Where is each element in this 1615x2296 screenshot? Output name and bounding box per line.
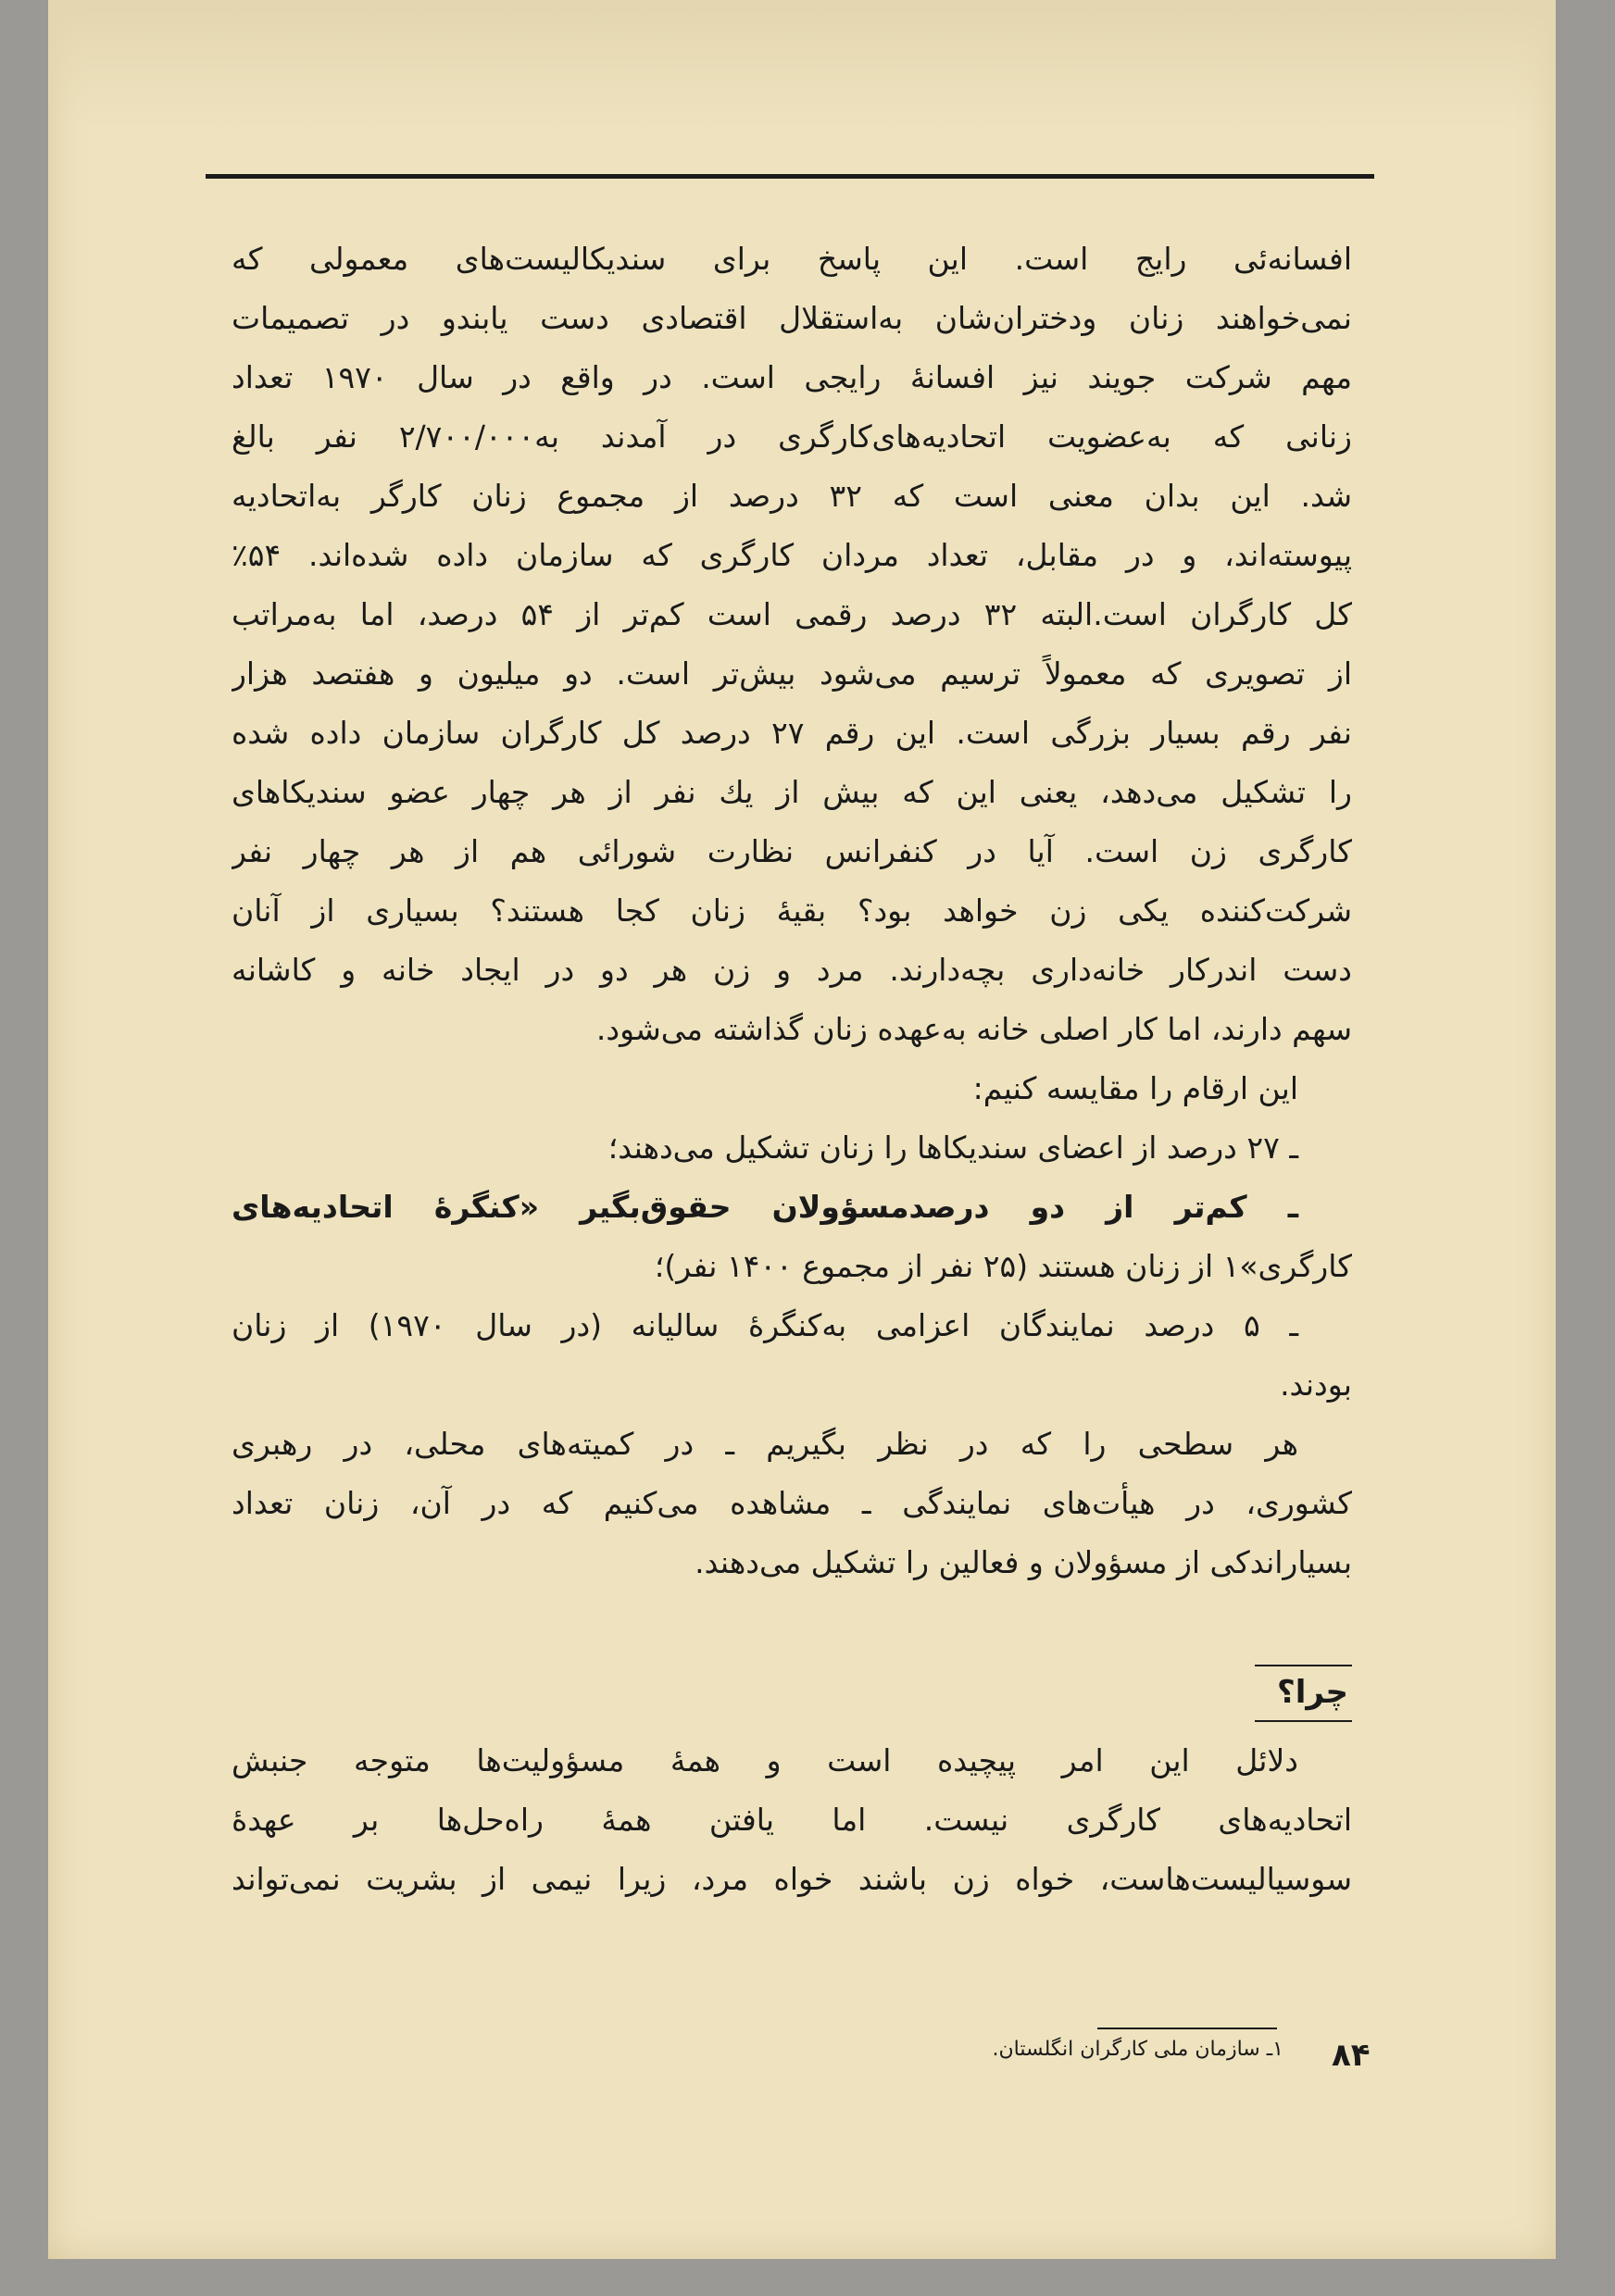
section-heading: چرا؟ [1255, 1665, 1352, 1722]
text-line: سوسیالیست‌هاست، خواه زن باشند خواه مرد، زیرا نیمی از بشریت نمی‌تواند [232, 1861, 1352, 1897]
comparison-item-2: ـ کم‌تر از دو درصدمسؤولان حقوق‌بگیر «کنگرهٔ اتحادیه‌های [232, 1189, 1298, 1225]
paragraph-3 [232, 1731, 1352, 1909]
paragraph-2 [232, 1415, 1352, 1592]
comparison-item-3-continued: بودند. [1280, 1366, 1352, 1403]
body-text [232, 230, 1352, 1909]
text-line: دست اندرکار خانه‌داری بچه‌دارند. مرد و زن هر دو در ایجاد خانه و کاشانه [232, 952, 1352, 988]
page-number: ۸۴ [1332, 2037, 1371, 2074]
paper-top-shading [48, 0, 1556, 130]
paragraph-1 [232, 230, 1352, 1059]
text-line: هر سطحی را که در نظر بگیریم ـ در کمیته‌های محلی، در رهبری [232, 1426, 1298, 1462]
text-line: اتحادیه‌های کارگری نیست. اما یافتن همهٔ راه‌حل‌ها بر عهدهٔ [232, 1802, 1352, 1838]
comparison-item-3: ـ ۵ درصد نمایندگان اعزامی به‌کنگرهٔ سالیانه (در سال ۱۹۷۰) از زنان [232, 1307, 1298, 1343]
text-line: از تصویری که معمولاً ترسیم می‌شود بیش‌تر است. دو میلیون و هفتصد هزار [232, 655, 1352, 692]
text-line: شد. این بدان معنی است که ۳۲ درصد از مجموع زنان کارگر به‌اتحادیه [232, 478, 1352, 514]
text-line: مهم شرکت جویند نیز افسانهٔ رایجی است. در واقع در سال ۱۹۷۰ تعداد [232, 359, 1352, 395]
section-heading-container [232, 1648, 1352, 1731]
comparison-item-2-continued: کارگری»۱ از زنان هستند (۲۵ نفر از مجموع ۱۴۰۰ نفر)؛ [654, 1248, 1352, 1284]
text-line: را تشکیل می‌دهد، یعنی این که بیش از یك نفر از هر چهار عضو سندیکاهای [232, 774, 1352, 810]
text-line: نمی‌خواهند زنان ودختران‌شان به‌استقلال اقتصادی دست یابندو در تصمیمات [232, 300, 1352, 336]
text-line: سهم دارند، اما کار اصلی خانه به‌عهده زنان گذاشته می‌شود. [595, 1011, 1352, 1047]
footnote: ۱ـ سازمان ملی کارگران انگلستان. [992, 2038, 1283, 2061]
text-line: کشوری، در هیأت‌های نمایندگی ـ مشاهده می‌کنیم که در آن، زنان تعداد [232, 1485, 1352, 1521]
header-rule [206, 174, 1374, 179]
text-line: پیوسته‌اند، و در مقابل، تعداد مردان کارگری که سازمان داده شده‌اند. ۵۴٪ [232, 537, 1352, 573]
text-line: کارگری زن است. آیا در کنفرانس نظارت شورائی هم از هر چهار نفر [232, 833, 1352, 869]
text-line: نفر رقم بسیار بزرگی است. این رقم ۲۷ درصد کل کارگران سازمان داده شده [232, 715, 1352, 751]
comparison-item-1: ـ ۲۷ درصد از اعضای سندیکاها را زنان تشکیل می‌دهند؛ [607, 1129, 1298, 1166]
section-gap [232, 1592, 1352, 1648]
text-line: بسیاراندکی از مسؤولان و فعالین را تشکیل می‌دهند. [695, 1544, 1352, 1580]
text-line: شرکت‌کننده یکی زن خواهد بود؟ بقیهٔ زنان کجا هستند؟ بسیاری از آنان [232, 892, 1352, 929]
text-line: کل کارگران است.البته ۳۲ درصد رقمی است کم‌تر از ۵۴ درصد، اما به‌مراتب [232, 596, 1352, 632]
text-line: زنانی که به‌عضویت اتحادیه‌های‌کارگری در آمدند به‌۲/۷۰۰/۰۰۰ نفر بالغ [232, 418, 1352, 455]
comparison-intro: این ارقام را مقایسه کنیم: [972, 1070, 1298, 1106]
text-line: افسانه‌ئی رایج است. این پاسخ برای سندیکالیست‌های معمولی که [232, 241, 1352, 277]
text-line: دلائل این امر پیچیده است و همهٔ مسؤولیت‌ها متوجه جنبش [232, 1742, 1298, 1778]
